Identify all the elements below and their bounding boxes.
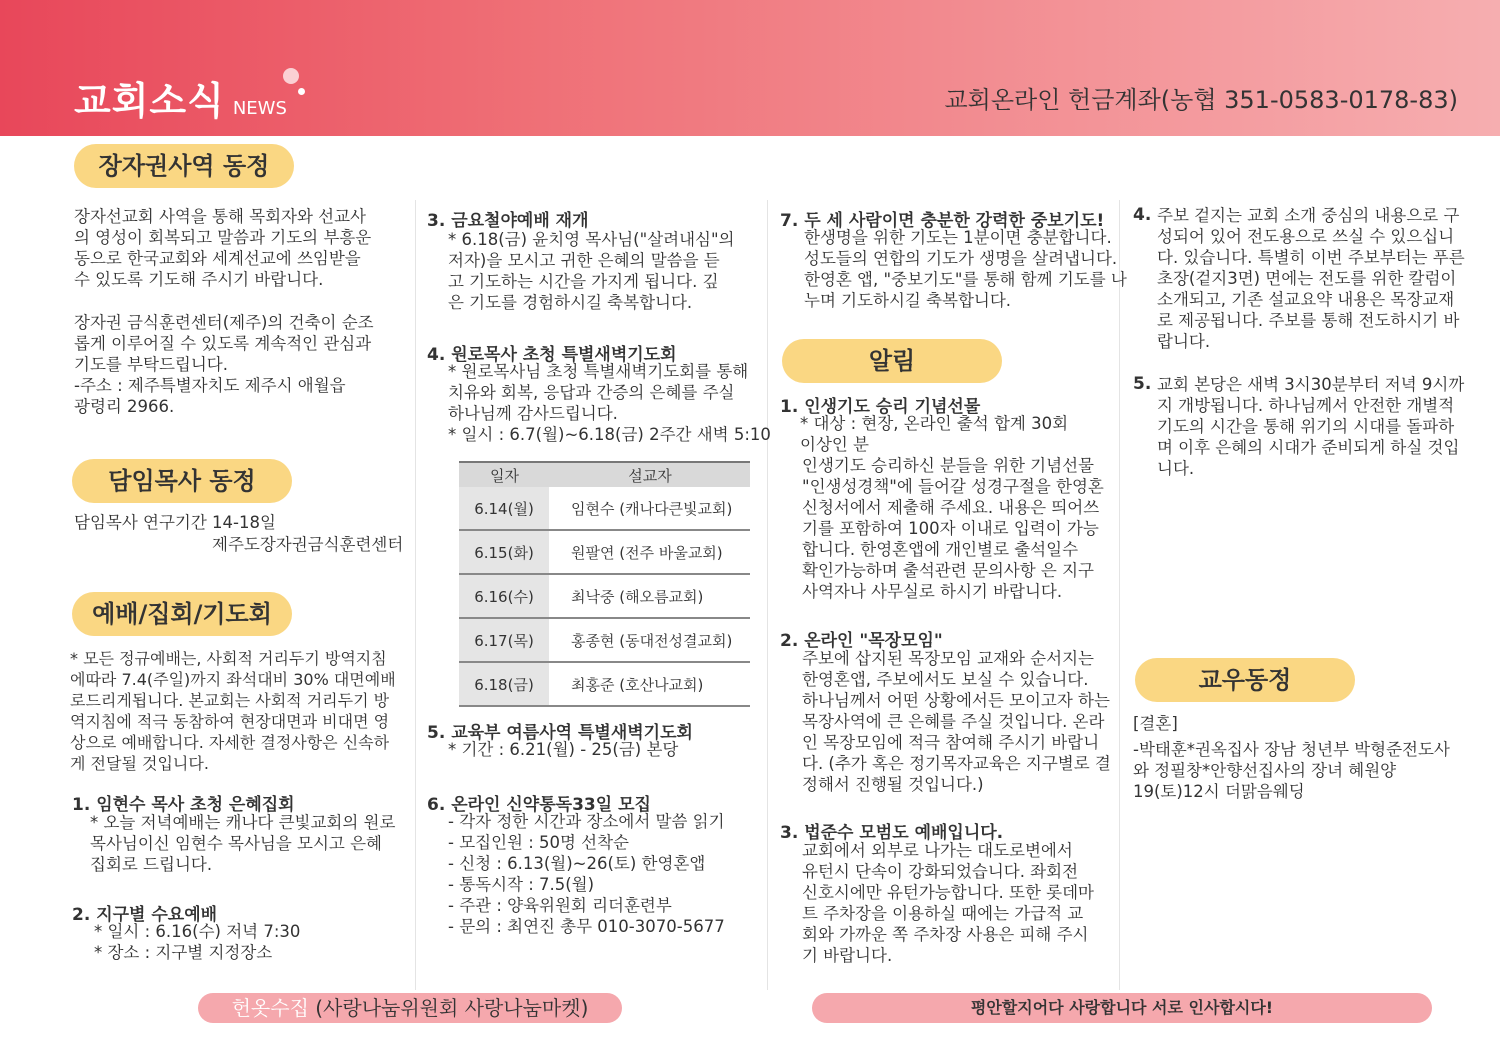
item-5-body: * 기간 : 6.21(월) - 25(금) 본당 [448,740,679,759]
notice-3-body: 교회에서 외부로 나가는 대도로변에서 유턴시 단속이 강화되었습니다. 좌회전 신호시에만 유턴가능합니다. 또한 롯데마 트 주차장을 이용하실 때에는 가급적 교 회와 가까운 쪽 주차장 사용은 피해 주시 기 바랍니다. [802,841,1094,965]
item-7-body: 한생명을 위한 기도는 1분이면 충분합니다. 성도들의 연합의 기도가 생명을 살려냅니다. 한영혼 앱, "중보기도"를 통해 함께 기도를 나 누며 기도하시길 축복합니다. [804,228,1127,310]
clothes-collection-banner [198,993,622,1023]
brand [74,70,287,125]
table-cell-preacher: 원팔연 (전주 바울교회) [550,530,750,574]
wedding-body: -박태훈*권옥집사 장남 청년부 박형준전도사 와 정필창*안향선집사의 장녀 혜원양 19(토)12시 더맑음웨딩 [1133,740,1450,801]
decor-dot-small-icon [298,88,305,95]
table-cell-preacher: 최낙중 (해오름교회) [550,574,750,618]
worship-notice: * 모든 정규예배는, 사회적 거리두기 방역지침 에따라 7.4(주일)까지 좌석대비 30% 대면예배 로드리게됩니다. 본교회는 사회적 거리두기 방 역지침에 적극 동참하여 현장대면과 비대면 영 상으로 예배합니다. 자세한 결정사항은 신속하 게 전달될 것입니다. [70,649,396,773]
item-6-title: 6. 온라인 신약통독33일 모집 [427,795,651,815]
page-subtitle: NEWS [232,98,287,119]
header-banner [0,0,1500,136]
pastor-line-2: 제주도장자권금식훈련센터 [212,535,404,554]
ministry-paragraph-2: 장자권 금식훈련센터(제주)의 건축이 순조 롭게 이루어질 수 있도록 계속적인 관심과 기도를 부탁드립니다. [74,313,374,374]
table-header-preacher: 설교자 [550,462,750,487]
item-4-title: 4. 원로목사 초청 특별새벽기도회 [427,345,677,365]
ministry-paragraph-1: 장자선교회 사역을 통해 목회자와 선교사 의 영성이 회복되고 말씀과 기도의 부흥운 동으로 한국교회와 세계선교에 쓰임받을 수 있도록 기도해 주시기 바랍니다. [74,207,372,289]
notice-2-body: 주보에 삽지된 목장모임 교재와 순서지는 한영혼앱, 주보에서도 보실 수 있습니다. 하나님께서 어떤 상황에서든 모이고자 하는 목장사역에 큰 은혜를 주실 것입니다. 온라 인 목장모임에 적극 참여해 주시기 바랍니 다. (추가 혹은 정기목자교육은 지구별로 결 정해서 진행될 것입니다.) [802,649,1111,794]
table-cell-date: 6.18(금) [459,662,550,706]
notice-1-title: 1. 인생기도 승리 기념선물 [780,397,981,417]
notice-4-body: 주보 겉지는 교회 소개 중심의 내용으로 구 성되어 있어 전도용으로 쓰실 수 있으십니 다. 있습니다. 특별히 이번 주보부터는 푸른 초장(겉지3면) 면에는 전도를 위한 칼럼이 소개되고, 기존 설교요약 내용은 목장교재 로 제공됩니다. 주보를 통해 전도하시기 바 랍니다. [1157,206,1465,351]
offering-account: 교회온라인 헌금계좌(농협 351-0583-0178-83) [944,86,1458,114]
table-cell-preacher: 홍종현 (동대전성결교회) [550,618,750,662]
column-divider [415,200,416,990]
page-title: 교회소식 [74,79,225,123]
item-1-body: * 오늘 저녁예배는 캐나다 큰빛교회의 원로 목사님이신 임현수 목사님을 모시고 은혜 집회로 드립니다. [90,813,396,874]
notice-5-body: 교회 본당은 새벽 3시30분부터 저녁 9시까 지 개방됩니다. 하나님께서 안전한 개별적 기도의 시간을 통해 위기의 시대를 돌파하 며 이후 은혜의 시대가 준비되게 하실 것입 니다. [1157,375,1465,478]
table-cell-date: 6.17(목) [459,618,550,662]
notice-3-title: 3. 법준수 모범도 예배입니다. [780,823,1004,843]
table-row [459,574,750,618]
item-3-body: * 6.18(금) 윤치영 목사님("살려내심"의 저자)을 모시고 귀한 은혜의 말씀을 듣 고 기도하는 시간을 가지게 됩니다. 깊 은 기도를 경험하시길 축복합니다. [448,230,735,312]
preacher-schedule-table [459,461,750,707]
table-row [459,618,750,662]
wedding-label: [결혼] [1133,714,1178,733]
table-cell-date: 6.15(화) [459,530,550,574]
item-3-title: 3. 금요철야예배 재개 [427,211,589,231]
item-2-title: 2. 지구별 수요예배 [72,905,218,925]
table-cell-preacher: 최홍준 (호산나교회) [550,662,750,706]
clothes-collection-highlight: 헌옷수집 [231,996,309,1020]
table-cell-date: 6.16(수) [459,574,550,618]
greeting-banner: 평안할지어다 사랑합니다 서로 인사합시다! [812,993,1432,1023]
notice-1-target: * 대상 : 현장, 온라인 출석 합계 30회 이상인 분 [800,414,1069,454]
table-cell-date: 6.14(월) [459,487,550,530]
ministry-address: -주소 : 제주특별자치도 제주시 애월읍 광령리 2966. [74,376,346,416]
column-divider [1119,200,1120,990]
item-6-body: - 각자 정한 시간과 장소에서 말씀 읽기 - 모집인원 : 50명 선착순 - 신청 : 6.13(월)~26(토) 한영혼앱 - 통독시작 : 7.5(월) - 주관 : 양육위원회 리더훈련부 - 문의 : 최연진 총무 010-3070-5677 [448,812,725,936]
item-7-title: 7. 두 세 사람이면 충분한 강력한 중보기도! [780,211,1105,231]
notice-5-number: 5. [1133,374,1152,394]
table-row [459,662,750,706]
notice-4-number: 4. [1133,205,1152,225]
item-1-title: 1. 임현수 목사 초청 은혜집회 [72,795,295,815]
table-cell-preacher: 임현수 (캐나다큰빛교회) [550,487,750,530]
section-title-notice: 알림 [782,339,1002,383]
notice-1-body: 인생기도 승리하신 분들을 위한 기념선물 "인생성경책"에 들어갈 성경구절을 한영혼 신청서에서 제출해 주세요. 내용은 띄어쓰 기를 포함하여 100자 이내로 입력이 가능 합니다. 한영혼앱에 개인별로 출석일수 확인가능하며 출석관련 문의사항 은 지구 사역자나 사무실로 하시기 바랍니다. [802,456,1104,601]
item-4-body: * 원로목사님 초청 특별새벽기도회를 통해 치유와 회복, 응답과 간증의 은혜를 주실 하나님께 감사드립니다. * 일시 : 6.7(월)~6.18(금) 2주간 새벽 5:10 [448,362,771,444]
section-title-ministry: 장자권사역 동정 [74,144,294,188]
decor-dot-icon [283,68,299,84]
section-title-worship: 예배/집회/기도회 [72,592,292,636]
item-5-title: 5. 교육부 여름사역 특별새벽기도회 [427,723,693,743]
section-title-members: 교우동정 [1135,658,1355,702]
item-2-body: * 일시 : 6.16(수) 저녁 7:30 * 장소 : 지구별 지정장소 [94,922,301,962]
table-row [459,487,750,530]
notice-2-title: 2. 온라인 "목장모임" [780,631,943,651]
column-divider [767,200,768,990]
pastor-line-1: 담임목사 연구기간 14-18일 [74,513,276,532]
clothes-collection-text: (사랑나눔위원회 사랑나눔마켓) [308,996,589,1020]
table-row [459,530,750,574]
section-title-pastor: 담임목사 동정 [72,459,292,503]
table-header-date: 일자 [459,462,550,487]
table-header-row [459,462,750,487]
